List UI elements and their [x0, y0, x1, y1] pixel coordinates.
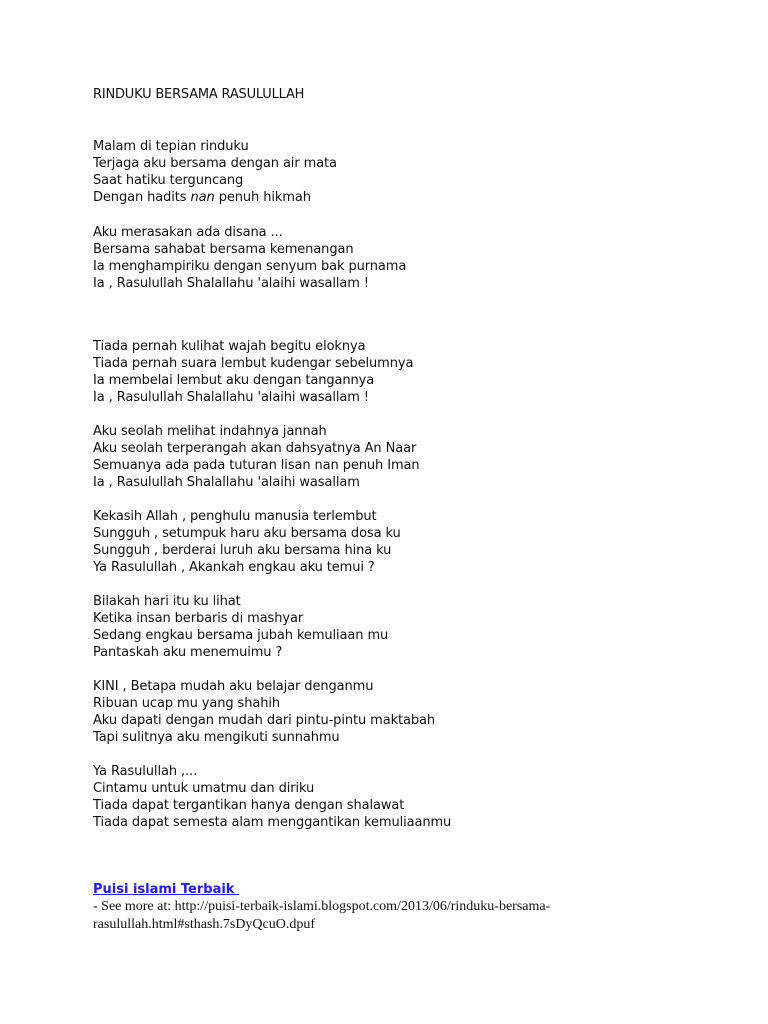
stanza	[93, 224, 406, 292]
poem-line: KINI , Betapa mudah aku belajar denganmu	[93, 679, 374, 694]
see-more-line: - See more at: http://puisi-terbaik-islami.blogspot.com/2013/06/rinduku-bersama-	[93, 899, 551, 914]
poem-line: Tapi sulitnya aku mengikuti sunnahmu	[93, 730, 340, 745]
poem-line-italic: nan	[190, 190, 215, 205]
poem-line: Terjaga aku bersama dengan air mata	[93, 156, 337, 171]
poem-line: Ketika insan berbaris di mashyar	[93, 611, 304, 626]
poem-line: Cintamu untuk umatmu dan diriku	[93, 781, 315, 796]
poem-line: Aku seolah melihat indahnya jannah	[93, 424, 327, 439]
poem-line-text: penuh hikmah	[214, 190, 311, 205]
poem-line: Tiada dapat semesta alam menggantikan kemuliaanmu	[93, 815, 452, 830]
see-more-note	[93, 898, 653, 934]
poem-line: Ia menghampiriku dengan senyum bak purnama	[93, 259, 407, 274]
poem-line: Bilakah hari itu ku lihat	[93, 594, 241, 609]
stanza	[93, 423, 420, 491]
poem-line: Ya Rasulullah ,...	[93, 764, 198, 779]
poem-line: Sedang engkau bersama jubah kemuliaan mu	[93, 628, 389, 643]
poem-title: RINDUKU BERSAMA RASULULLAH	[93, 87, 305, 102]
poem-line-text: Dengan hadits	[93, 190, 191, 205]
poem-line: Kekasih Allah , penghulu manusia terlembut	[93, 509, 377, 524]
stanza	[93, 678, 435, 746]
poem-line: Ya Rasulullah , Akankah engkau aku temui ?	[93, 560, 375, 575]
poem-line: Ia , Rasulullah Shalallahu 'alaihi wasallam !	[93, 390, 369, 405]
poem-line: Sungguh , setumpuk haru aku bersama dosa ku	[93, 526, 401, 541]
poem-line: Saat hatiku terguncang	[93, 173, 244, 188]
poem-line: Sungguh , berderai luruh aku bersama hina ku	[93, 543, 392, 558]
poem-line: Ia , Rasulullah Shalallahu 'alaihi wasallam !	[93, 276, 369, 291]
poem-line: Tiada dapat tergantikan hanya dengan shalawat	[93, 798, 405, 813]
poem-line: Ia , Rasulullah Shalallahu 'alaihi wasallam	[93, 475, 360, 490]
poem-line: Aku dapati dengan mudah dari pintu-pintu maktabah	[93, 713, 436, 728]
see-more-line: rasulullah.html#sthash.7sDyQcuO.dpuf	[93, 917, 316, 932]
source-link[interactable]: Puisi islami Terbaik	[93, 882, 239, 897]
poem-line	[93, 189, 337, 206]
stanza	[93, 593, 388, 661]
stanza	[93, 338, 413, 406]
poem-line: Tiada pernah kulihat wajah begitu eloknya	[93, 339, 366, 354]
poem-line: Ribuan ucap mu yang shahih	[93, 696, 280, 711]
poem-line: Ia membelai lembut aku dengan tangannya	[93, 373, 375, 388]
poem-line: Bersama sahabat bersama kemenangan	[93, 242, 354, 257]
poem-line: Semuanya ada pada tuturan lisan nan penuh Iman	[93, 458, 420, 473]
stanza	[93, 138, 337, 206]
stanza	[93, 763, 451, 831]
poem-line: Tiada pernah suara lembut kudengar sebelumnya	[93, 356, 414, 371]
stanza	[93, 508, 401, 576]
poem-line: Aku merasakan ada disana ...	[93, 225, 283, 240]
poem-line: Pantaskah aku menemuimu ?	[93, 645, 283, 660]
poem-line: Aku seolah terperangah akan dahsyatnya An Naar	[93, 441, 417, 456]
poem-line: Malam di tepian rinduku	[93, 139, 249, 154]
